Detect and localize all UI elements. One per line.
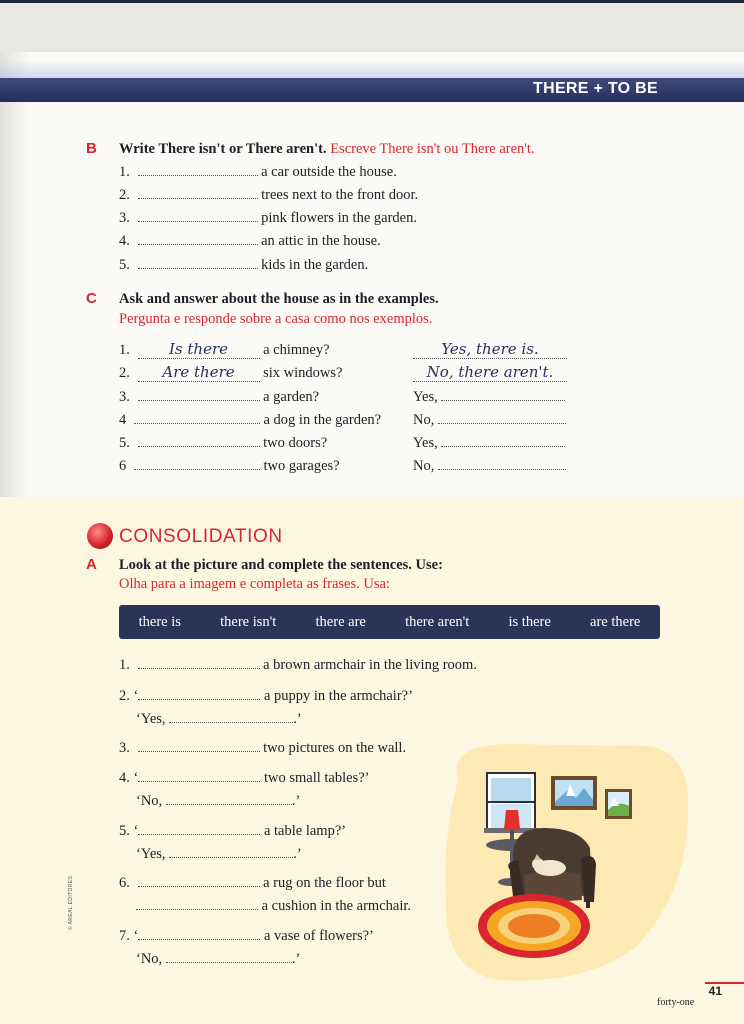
word-bank [119, 605, 660, 639]
item-number: 3. [119, 210, 130, 226]
handwritten-answer: No, there aren't. [426, 363, 554, 381]
reply-blank[interactable] [166, 950, 292, 963]
page-number-word: forty-one [657, 997, 695, 1008]
blank-field[interactable] [138, 927, 260, 940]
reply-prefix: ‘Yes, [136, 711, 166, 727]
word-bank-item: is there [508, 613, 551, 630]
item-number: 4 [119, 412, 127, 428]
consolidation-reply [136, 792, 300, 810]
close-quote: .’ [293, 711, 302, 727]
answer-prefix: No, [413, 458, 435, 474]
blank-field[interactable] [138, 256, 258, 269]
word-bank-item: there are [315, 613, 366, 630]
open-quote: ‘ [133, 928, 139, 944]
consolidation-title: CONSOLIDATION [119, 526, 283, 547]
item-text: a cushion in the armchair. [261, 898, 412, 914]
item-text: a puppy in the armchair?’ [263, 688, 413, 704]
section-c-answer [413, 457, 566, 475]
question-blank[interactable] [138, 388, 260, 401]
open-quote: ‘ [133, 770, 139, 786]
item-number: 2. [119, 688, 130, 704]
section-c-letter: C [86, 290, 97, 307]
item-text: six windows? [263, 365, 343, 381]
section-b-item [119, 232, 381, 250]
publisher-credit: © AREAL EDITORES [68, 875, 74, 930]
consolidation-a-letter: A [86, 556, 97, 573]
reply-blank[interactable] [169, 710, 293, 723]
reply-prefix: ‘No, [136, 793, 163, 809]
answer-blank[interactable] [441, 388, 565, 401]
question-blank[interactable] [138, 342, 260, 359]
item-number: 5. [119, 823, 130, 839]
handwritten-answer: Is there [168, 340, 228, 358]
open-quote: ‘ [133, 688, 139, 704]
handwritten-answer: Are there [162, 363, 235, 381]
section-c-answer [413, 388, 565, 406]
item-text: a vase of flowers?’ [263, 928, 374, 944]
consolidation-bullet-icon [87, 523, 113, 549]
item-text: trees next to the front door. [261, 187, 419, 203]
consolidation-reply [136, 710, 302, 728]
item-number: 3. [119, 389, 130, 405]
rug-icon [478, 894, 590, 958]
section-c-item [119, 457, 340, 475]
item-number: 3. [119, 740, 130, 756]
section-c-item [119, 411, 381, 429]
section-c-answer [413, 342, 567, 359]
answer-prefix: Yes, [413, 435, 438, 451]
section-b-instruction [119, 141, 535, 158]
item-number: 1. [119, 657, 130, 673]
blank-field[interactable] [136, 897, 258, 910]
section-b-instruction-en: Write There isn't or There aren't. [119, 141, 327, 157]
item-text: a car outside the house. [261, 164, 397, 180]
page-header-title: THERE + TO BE [533, 80, 658, 97]
blank-field[interactable] [138, 822, 260, 835]
item-text: two pictures on the wall. [263, 740, 407, 756]
item-text: pink flowers in the garden. [261, 210, 417, 226]
item-text: two doors? [263, 435, 328, 451]
item-number: 4. [119, 770, 130, 786]
answer-prefix: Yes, [413, 389, 438, 405]
answer-blank[interactable] [438, 411, 566, 424]
consolidation-item [119, 769, 369, 787]
item-number: 4. [119, 233, 130, 249]
handwritten-answer: Yes, there is. [441, 340, 539, 358]
consolidation-item [119, 822, 346, 840]
header-gradient [0, 60, 744, 78]
item-text: a rug on the floor but [263, 875, 386, 891]
consolidation-reply [136, 950, 300, 968]
section-b-item [119, 256, 368, 274]
open-quote: ‘ [133, 823, 139, 839]
item-number: 2. [119, 365, 130, 381]
close-quote: .’ [291, 793, 301, 809]
blank-field[interactable] [138, 186, 258, 199]
reply-blank[interactable] [166, 792, 292, 805]
question-blank[interactable] [138, 434, 260, 447]
word-bank-item: there aren't [405, 613, 470, 630]
section-c-item [119, 388, 319, 406]
reply-blank[interactable] [169, 845, 293, 858]
section-c-item [119, 365, 342, 382]
item-number: 6 [119, 458, 127, 474]
blank-field[interactable] [138, 739, 260, 752]
scan-top-band [0, 0, 744, 52]
consolidation-item [119, 927, 374, 945]
consolidation-item [119, 739, 406, 757]
item-text: two small tables?’ [263, 770, 370, 786]
answer-prefix: No, [413, 412, 435, 428]
page-number: 41 [708, 984, 722, 998]
word-bank-item: are there [590, 613, 641, 630]
item-number: 5. [119, 435, 130, 451]
living-room-illustration [438, 740, 692, 990]
consolidation-reply [136, 845, 302, 863]
item-text: kids in the garden. [261, 257, 369, 273]
item-text: two garages? [263, 458, 340, 474]
consolidation-instruction-en: Look at the picture and complete the sentences. Use: [119, 557, 443, 573]
item-number: 1. [119, 342, 130, 358]
section-b-letter: B [86, 140, 97, 157]
question-blank[interactable] [134, 411, 260, 424]
item-number: 6. [119, 875, 130, 891]
section-c-answer [413, 365, 567, 382]
item-number: 2. [119, 187, 130, 203]
word-bank-item: there isn't [220, 613, 277, 630]
consolidation-item [119, 874, 386, 892]
answer-blank[interactable] [413, 342, 567, 359]
item-text: a table lamp?’ [263, 823, 347, 839]
consolidation-instruction-pt: Olha para a imagem e completa as frases. Usa: [119, 576, 390, 592]
section-c-item [119, 434, 327, 452]
section-c-instruction-pt: Pergunta e responde sobre a casa como nos exemplos. [119, 311, 433, 327]
section-b-item [119, 186, 418, 204]
reply-prefix: ‘Yes, [136, 846, 166, 862]
consolidation-item [119, 687, 413, 705]
reply-prefix: ‘No, [136, 951, 163, 967]
answer-blank[interactable] [413, 365, 567, 382]
answer-blank[interactable] [441, 434, 565, 447]
consolidation-item [119, 656, 477, 674]
section-c-instruction-en: Ask and answer about the house as in the examples. [119, 291, 439, 307]
section-c-item [119, 342, 330, 359]
blank-field[interactable] [138, 163, 258, 176]
item-text: a dog in the garden? [263, 412, 382, 428]
blank-field[interactable] [138, 687, 260, 700]
blank-field[interactable] [138, 769, 260, 782]
item-number: 7. [119, 928, 130, 944]
section-c-answer [413, 411, 566, 429]
picture-frame-icon [551, 776, 597, 810]
small-picture-frame-icon [605, 789, 632, 819]
blank-field[interactable] [138, 874, 260, 887]
word-bank-item: there is [138, 613, 181, 630]
blank-field[interactable] [138, 232, 258, 245]
item-text: an attic in the house. [261, 233, 381, 249]
item-number: 1. [119, 164, 130, 180]
close-quote: .’ [293, 846, 302, 862]
close-quote: .’ [291, 951, 301, 967]
blank-field[interactable] [138, 656, 260, 669]
consolidation-item-continued [136, 897, 411, 915]
question-blank[interactable] [138, 365, 260, 382]
scan-top-edge [0, 0, 744, 3]
item-number: 5. [119, 257, 130, 273]
item-text: a garden? [263, 389, 320, 405]
section-b-item [119, 209, 417, 227]
blank-field[interactable] [138, 209, 258, 222]
item-text: a chimney? [263, 342, 330, 358]
question-blank[interactable] [134, 457, 260, 470]
item-text: a brown armchair in the living room. [263, 657, 477, 673]
section-b-instruction-pt: Escreve There isn't ou There aren't. [330, 141, 535, 157]
section-c-answer [413, 434, 565, 452]
answer-blank[interactable] [438, 457, 566, 470]
section-b-item [119, 163, 397, 181]
